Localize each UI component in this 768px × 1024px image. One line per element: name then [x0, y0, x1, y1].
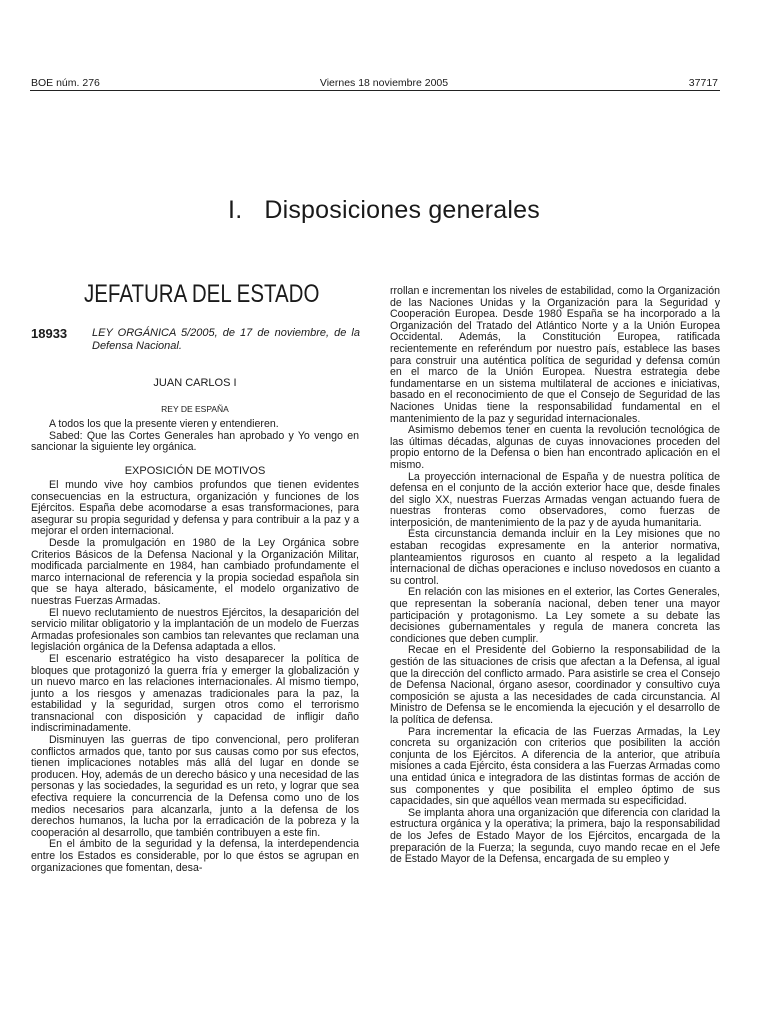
- paragraph: Esta circunstancia demanda incluir en la Ley misiones que no estaban recogidas expresamente en la anterior normativa, planteamientos rigurosos en cuanto al respeto a la legalidad internacional de dichas operaciones e incluso novedosos en cuanto a su control.: [390, 528, 720, 587]
- header-divider: [30, 90, 720, 91]
- law-title: LEY ORGÁNICA 5/2005, de 17 de noviembre, de la Defensa Nacional.: [92, 327, 360, 352]
- header-bulletin-number: BOE núm. 276: [31, 77, 100, 89]
- paragraph: En relación con las misiones en el exterior, las Cortes Generales, que representan la soberanía nacional, deben tener una mayor participación y protagonismo. La Ley somete a su debate las decisiones gubernamentales y regula de manera concreta las condiciones que deben cumplir.: [390, 586, 720, 645]
- paragraph: Sabed: Que las Cortes Generales han aprobado y Yo vengo en sancionar la siguiente ley orgánica.: [31, 429, 359, 454]
- paragraph: Desde la promulgación en 1980 de la Ley Orgánica sobre Criterios Básicos de la Defensa Nacional y la Organización Militar, modificada parcialmente en 1984, han cambiado profundamente el marco internacional de referencia y la propia sociedad española sin que se haya alterado, básicamente, el modelo organizativo de nuestras Fuerzas Armadas.: [31, 536, 359, 607]
- king-title: REY DE ESPAÑA: [161, 404, 229, 414]
- organ-heading: JEFATURA DEL ESTADO: [84, 280, 320, 308]
- section-number: I.: [228, 196, 243, 224]
- paragraph: En el ámbito de la seguridad y la defensa, la interdependencia entre los Estados es considerable, por lo que éstos se agrupan en organizaciones que fomentan, desa-: [31, 838, 359, 874]
- section-heading: [0, 196, 768, 225]
- paragraph: rrollan e incrementan los niveles de estabilidad, como la Organización de las Naciones Unidas y la Organización para la Seguridad y Cooperación Europea. Desde 1980 España se ha incorporado a la Organización del Tratado del Atlántico Norte y a la Unión Europea Occidental. Además, la Constitución Europea, ratificada recientemente en referéndum por nuestro país, establece las bases para construir una auténtica política de seguridad y defensa común en el marco de la Unión Europea. Nuestra estrategia debe fundamentarse en un sistema multilateral de acciones e iniciativas, basado en el reconocimiento de que el Consejo de Seguridad de las Naciones Unidas tiene la responsabilidad fundamental en el mantenimiento de la paz y seguridad internacionales.: [390, 285, 720, 425]
- law-number: 18933: [31, 326, 68, 341]
- header-page-number: 37717: [688, 77, 718, 89]
- left-column: [31, 480, 359, 874]
- paragraph: Se implanta ahora una organización que diferencia con claridad la estructura orgánica y la operativa; la primera, bajo la responsabilidad de los Jefes de Estado Mayor de los Ejércitos, encargada de la preparación de la Fuerza; la segunda, cuyo mando recae en el Jefe de Estado Mayor de la Defensa, encargada de su empleo y: [390, 806, 720, 866]
- intro-block: [31, 419, 359, 454]
- paragraph: El mundo vive hoy cambios profundos que tienen evidentes consecuencias en la estructura, organización y funciones de los Ejércitos. España debe acomodarse a esas transformaciones, para asegurar su propia seguridad y defensa y para contribuir a la paz y a mejorar el orden internacional.: [31, 479, 359, 538]
- paragraph: Recae en el Presidente del Gobierno la responsabilidad de la gestión de las situaciones de crisis que afectan a la Defensa, al igual que la dirección del conflicto armado. Para asistirle se crea el Consejo de Defensa Nacional, órgano asesor, coordinador y consultivo cuya composición se ajusta a las necesidades de cada circunstancia. Al Ministro de Defensa se le encomienda la ejecución y el desarrollo de la política de defensa.: [390, 644, 720, 726]
- exposicion-heading: EXPOSICIÓN DE MOTIVOS: [124, 465, 266, 477]
- paragraph: El escenario estratégico ha visto desaparecer la política de bloques que protagonizó la guerra fría y emerger la globalización y un nuevo marco en las relaciones internacionales. Al mismo tiempo, junto a los riesgos y amenazas tradicionales para la paz, la estabilidad y la seguridad, surgen otros como el terrorismo transnacional con disposición y capacidad de infligir daño indiscriminadamente.: [31, 652, 359, 735]
- paragraph: Para incrementar la eficacia de las Fuerzas Armadas, la Ley concreta su organización con criterios que posibiliten la acción conjunta de los Ejércitos. A diferencia de la anterior, que atribuía misiones a cada Ejército, ésta considera a las Fuerzas Armadas como una entidad única e integradora de las distintas formas de acción de sus componentes y que posibilita el empleo óptimo de sus capacidades, sin que aquéllos vean mermada su especificidad.: [390, 725, 720, 808]
- header-date: Viernes 18 noviembre 2005: [319, 77, 449, 89]
- paragraph: El nuevo reclutamiento de nuestros Ejércitos, la desaparición del servicio militar obligatorio y la implantación de un modelo de Fuerzas Armadas profesionales son cambios tan relevantes que reclaman una legislación orgánica de la Defensa adaptada a ellos.: [31, 606, 360, 654]
- section-title: Disposiciones generales: [264, 196, 540, 224]
- paragraph: La proyección internacional de España y de nuestra política de defensa en el conjunto de la acción exterior hace que, desde finales del siglo XX, nuestras Fuerzas Armadas vengan actuando fuera de nuestras fronteras como observadores, como fuerzas de interposición, de mantenimiento de la paz y de ayuda humanitaria.: [390, 470, 720, 529]
- paragraph: Disminuyen las guerras de tipo convencional, pero proliferan conflictos armados que, tanto por sus causas como por sus efectos, tienen implicaciones notables más allá del lugar en donde se producen. Hoy, además de un derecho básico y una necesidad de las personas y las sociedades, la seguridad es un reto, y lograr que sea efectiva requiere la concurrencia de la Defensa como uno de los medios necesarios para alcanzarla, junto a la defensa de los derechos humanos, la lucha por la erradicación de la pobreza y la cooperación al desarrollo, que también contribuyen a este fin.: [31, 734, 359, 839]
- right-column: [390, 286, 720, 866]
- paragraph: A todos los que la presente vieren y entendieren.: [49, 418, 279, 430]
- paragraph: Asimismo debemos tener en cuenta la revolución tecnológica de las últimas décadas, algunas de cuyas innovaciones proceden del propio entorno de la Defensa o bien han encontrado aplicación en el mismo.: [390, 424, 720, 471]
- king-name: JUAN CARLOS I: [153, 377, 237, 389]
